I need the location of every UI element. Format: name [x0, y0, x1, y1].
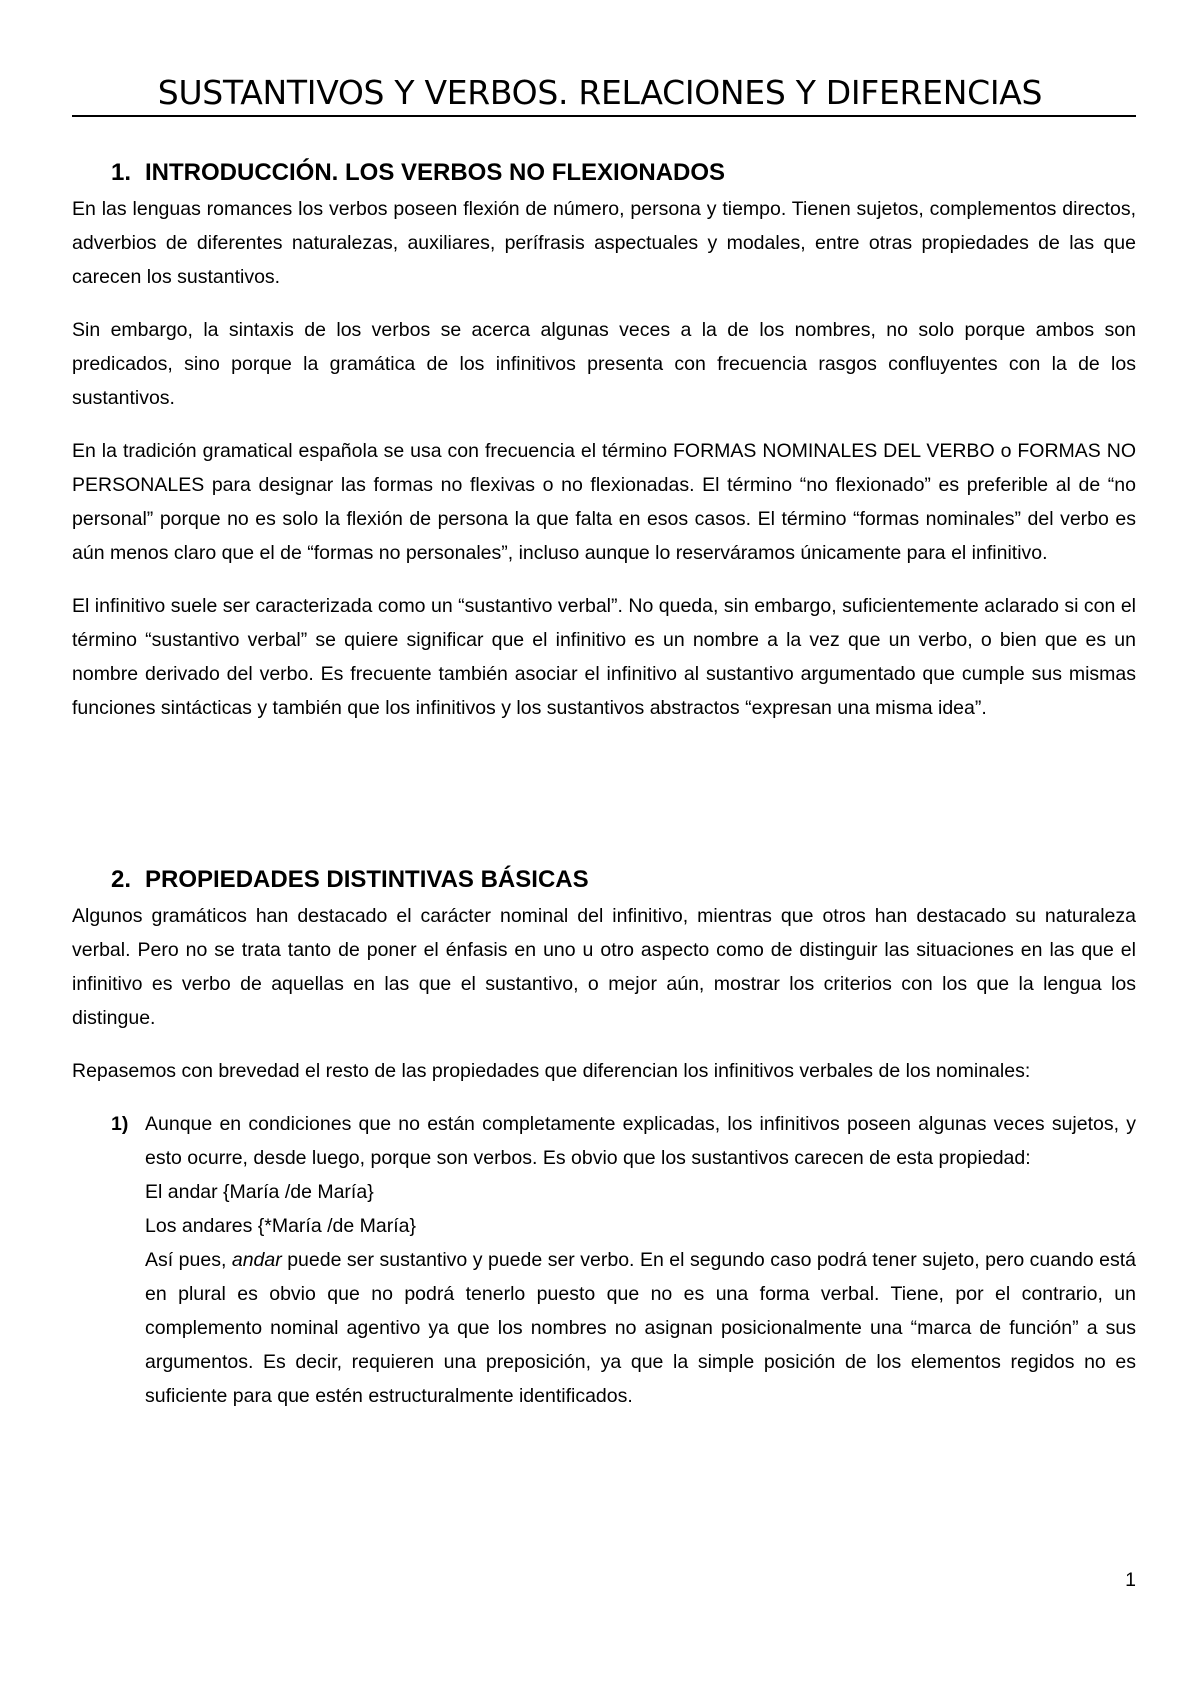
paragraph: Algunos gramáticos han destacado el carácter nominal del infinitivo, mientras que otros han destacado su naturaleza verbal. Pero no se trata tanto de poner el énfasis en uno u otro aspecto como de distinguir las situaciones en las que el infinitivo es verbo de aquellas en las que el sustantivo, o mejor aún, mostrar los criterios con los que la lengua los distingue. — [72, 905, 1136, 1029]
document-title: SUSTANTIVOS Y VERBOS. RELACIONES Y DIFERENCIAS — [157, 73, 1043, 112]
section-heading-text: INTRODUCCIÓN. LOS VERBOS NO FLEXIONADOS — [145, 159, 726, 186]
numbered-list — [72, 1107, 1136, 1413]
page-number: 1 — [1125, 1569, 1136, 1591]
italic-term: andar — [231, 1249, 282, 1271]
title-underline — [72, 115, 1136, 117]
section-heading — [111, 158, 1136, 188]
explanation-rest: puede ser sustantivo y puede ser verbo. En el segundo caso podrá tener sujeto, pero cuando está en plural es obvio que no podrá tenerlo puesto que no es una forma verbal. Tiene, por el contrario, un complemento nominal agentivo ya que los nombres no asignan posicionalmente una “marca de función” a sus argumentos. Es decir, requieren una preposición, ya que la simple posición de los elementos regidos no es suficiente para que estén estructuralmente identificados. — [145, 1249, 1136, 1407]
list-item — [72, 1107, 1136, 1413]
explanation-prefix: Así pues, — [145, 1249, 232, 1271]
section-propiedades — [72, 865, 1136, 1413]
section-heading — [111, 865, 1136, 895]
paragraph: Repasemos con brevedad el resto de las propiedades que diferencian los infinitivos verbales de los nominales: — [72, 1060, 1031, 1082]
example-line: Los andares {*María /de María} — [145, 1215, 416, 1237]
paragraph: Sin embargo, la sintaxis de los verbos se acerca algunas veces a la de los nombres, no solo porque ambos son predicados, sino porque la gramática de los infinitivos presenta con frecuencia rasgos confluyentes con la de los sustantivos. — [72, 319, 1136, 409]
paragraph: En la tradición gramatical española se usa con frecuencia el término FORMAS NOMINALES DEL VERBO o FORMAS NO PERSONALES para designar las formas no flexivas o no flexionadas. El término “no flexionado” es preferible al de “no personal” porque no es solo la flexión de persona la que falta en esos casos. El término “formas nominales” del verbo es aún menos claro que el de “formas no personales”, incluso aunque lo reserváramos únicamente para el infinitivo. — [72, 440, 1136, 564]
list-item-intro: Aunque en condiciones que no están completamente explicadas, los infinitivos poseen algunas veces sujetos, y esto ocurre, desde luego, porque son verbos. Es obvio que los sustantivos carecen de esta propiedad: — [145, 1113, 1136, 1169]
paragraph: El infinitivo suele ser caracterizada como un “sustantivo verbal”. No queda, sin embargo, suficientemente aclarado si con el término “sustantivo verbal” se quiere significar que el infinitivo es un nombre a la vez que un verbo, o bien que es un nombre derivado del verbo. Es frecuente también asociar el infinitivo al sustantivo argumentado que cumple sus mismas funciones sintácticas y también que los infinitivos y los sustantivos abstractos “expresan una misma idea”. — [72, 595, 1136, 719]
section-number: 1. — [111, 159, 132, 186]
list-marker: 1) — [111, 1113, 129, 1135]
section-number: 2. — [111, 866, 132, 893]
section-heading-text: PROPIEDADES DISTINTIVAS BÁSICAS — [145, 866, 589, 893]
section-introduccion — [72, 158, 1136, 744]
list-item-explanation — [145, 1243, 1136, 1413]
paragraph: En las lenguas romances los verbos poseen flexión de número, persona y tiempo. Tienen sujetos, complementos directos, adverbios de diferentes naturalezas, auxiliares, perífrasis aspectuales y modales, entre otras propiedades de las que carecen los sustantivos. — [72, 198, 1136, 288]
example-line: El andar {María /de María} — [145, 1181, 374, 1203]
